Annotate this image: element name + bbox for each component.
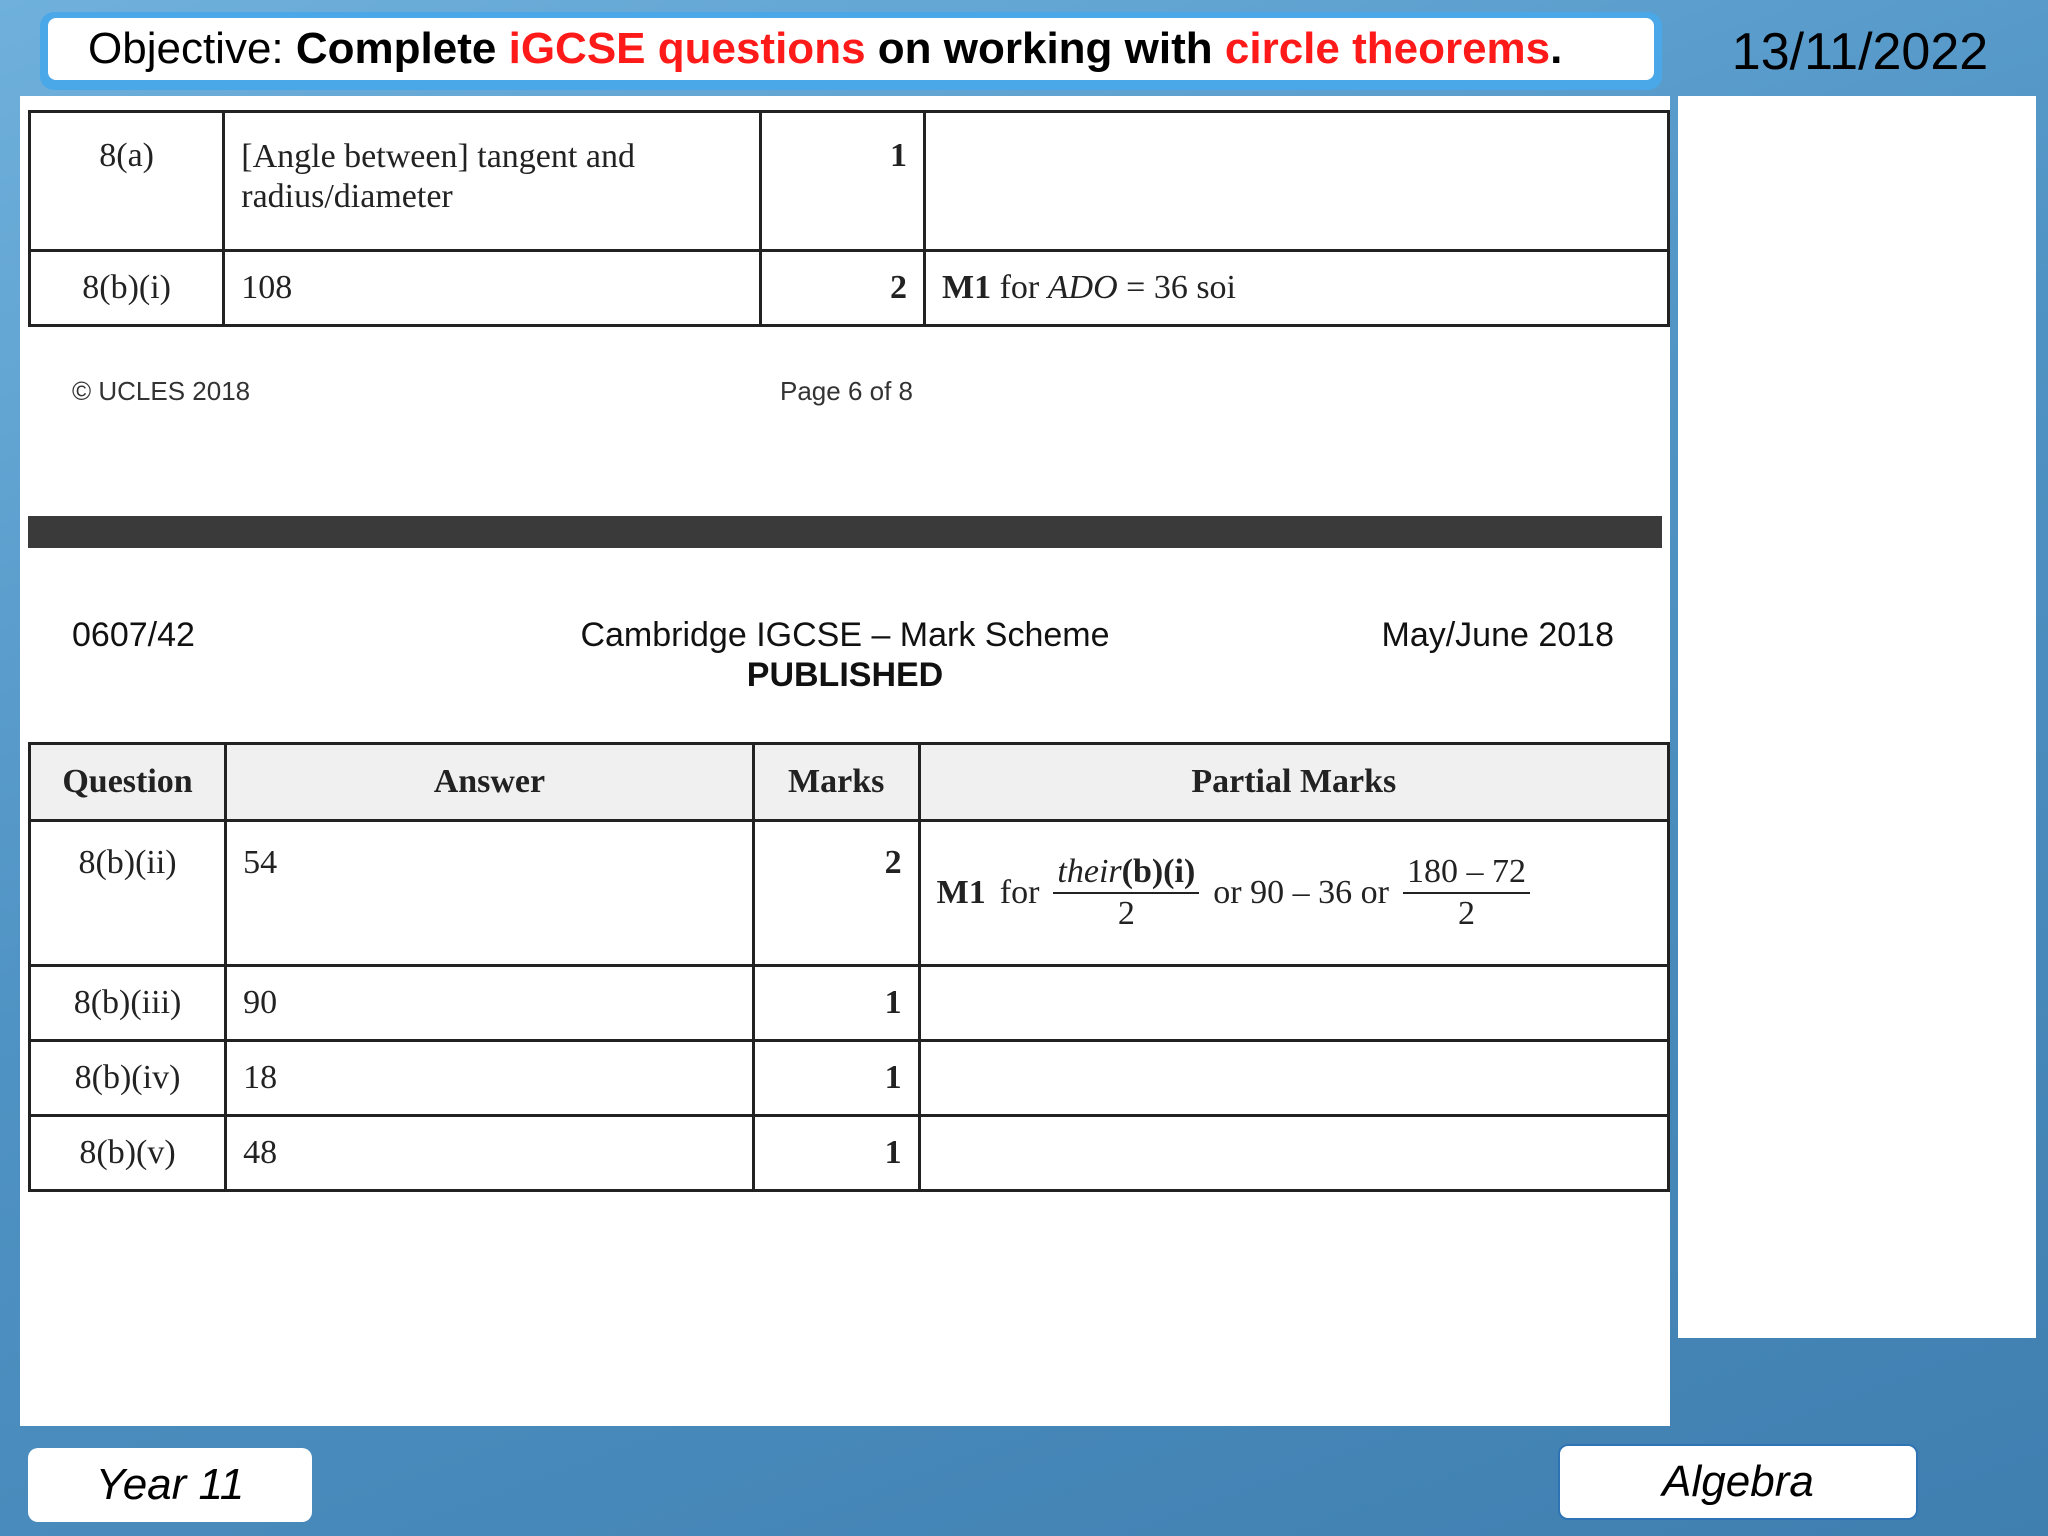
answer-cell: 54	[226, 821, 754, 966]
table-row	[30, 112, 1669, 251]
right-panel	[1678, 96, 2036, 1338]
question-cell: 8(b)(iii)	[30, 966, 226, 1041]
question-cell: 8(b)(iv)	[30, 1041, 226, 1116]
answer-cell: 108	[224, 251, 760, 326]
year-label: Year 11	[28, 1448, 312, 1522]
objective-prefix: Objective:	[88, 24, 284, 73]
page-number: Page 6 of 8	[780, 376, 913, 406]
mark-scheme-document	[20, 96, 1670, 1426]
marks-cell: 1	[753, 1041, 919, 1116]
column-header: Marks	[753, 744, 919, 821]
partial-marks-cell	[925, 251, 1669, 326]
topic-label: Algebra	[1558, 1444, 1918, 1520]
answer-cell: 18	[226, 1041, 754, 1116]
method-mark: M1	[936, 874, 986, 911]
answer-line: [Angle between] tangent and	[241, 138, 635, 175]
fraction-numerator: their(b)(i)	[1053, 852, 1199, 894]
fraction-their-b-i	[1053, 852, 1199, 934]
angle-name: ADO	[1047, 269, 1118, 306]
question-cell: 8(b)(v)	[30, 1116, 226, 1191]
page-divider	[28, 516, 1662, 548]
fraction-denominator: 2	[1457, 895, 1475, 932]
copyright-footer: © UCLES 2018	[72, 376, 251, 406]
partial-marks-cell	[919, 966, 1668, 1041]
partial-for: for	[991, 269, 1048, 306]
partial-marks-cell	[919, 1041, 1668, 1116]
partial-marks-expression	[937, 852, 1667, 934]
partial-marks-cell	[919, 821, 1668, 966]
lesson-date: 13/11/2022	[1731, 23, 1989, 81]
question-cell: 8(a)	[30, 112, 224, 251]
fraction-numerator: 180 – 72	[1403, 852, 1530, 894]
partial-for: for	[999, 874, 1040, 911]
marks-cell: 1	[753, 1116, 919, 1191]
objective-part4: circle theorems	[1224, 24, 1551, 73]
marks-cell: 2	[753, 821, 919, 966]
mark-scheme-table-top	[28, 110, 1670, 327]
partial-marks-cell	[919, 1116, 1668, 1191]
answer-cell: 90	[226, 966, 754, 1041]
fraction-denominator: 2	[1117, 895, 1135, 932]
fraction-180-minus-72	[1403, 852, 1530, 934]
mark-scheme-table	[28, 742, 1670, 1192]
column-header: Answer	[226, 744, 754, 821]
answer-line: radius/diameter	[241, 178, 453, 215]
table-row	[30, 1041, 1669, 1116]
question-cell: 8(b)(ii)	[30, 821, 226, 966]
column-header: Question	[30, 744, 226, 821]
answer-cell	[224, 112, 760, 251]
table-row	[30, 821, 1669, 966]
table-row	[30, 1116, 1669, 1191]
exam-session: May/June 2018	[1381, 616, 1614, 654]
objective-part3: on working with	[877, 24, 1213, 73]
table-row	[30, 251, 1669, 326]
partial-rest: = 36 soi	[1117, 269, 1236, 306]
table-header-row	[30, 744, 1669, 821]
table-row	[30, 966, 1669, 1041]
objective-part5: .	[1550, 24, 1563, 73]
objective-banner	[40, 12, 1662, 90]
marks-cell: 1	[753, 966, 919, 1041]
published-label: PUBLISHED	[746, 656, 944, 694]
objective-text	[48, 18, 1654, 80]
marks-cell: 2	[760, 251, 924, 326]
column-header: Partial Marks	[919, 744, 1668, 821]
partial-middle: or 90 – 36 or	[1213, 874, 1389, 911]
partial-marks-cell	[925, 112, 1669, 251]
objective-part1: Complete	[295, 24, 497, 73]
objective-part2: iGCSE questions	[508, 24, 866, 73]
answer-cell: 48	[226, 1116, 754, 1191]
paper-code: 0607/42	[72, 616, 195, 654]
mark-scheme-title: Cambridge IGCSE – Mark Scheme	[580, 616, 1110, 654]
marks-cell: 1	[760, 112, 924, 251]
method-mark: M1	[942, 269, 992, 306]
question-cell: 8(b)(i)	[30, 251, 224, 326]
